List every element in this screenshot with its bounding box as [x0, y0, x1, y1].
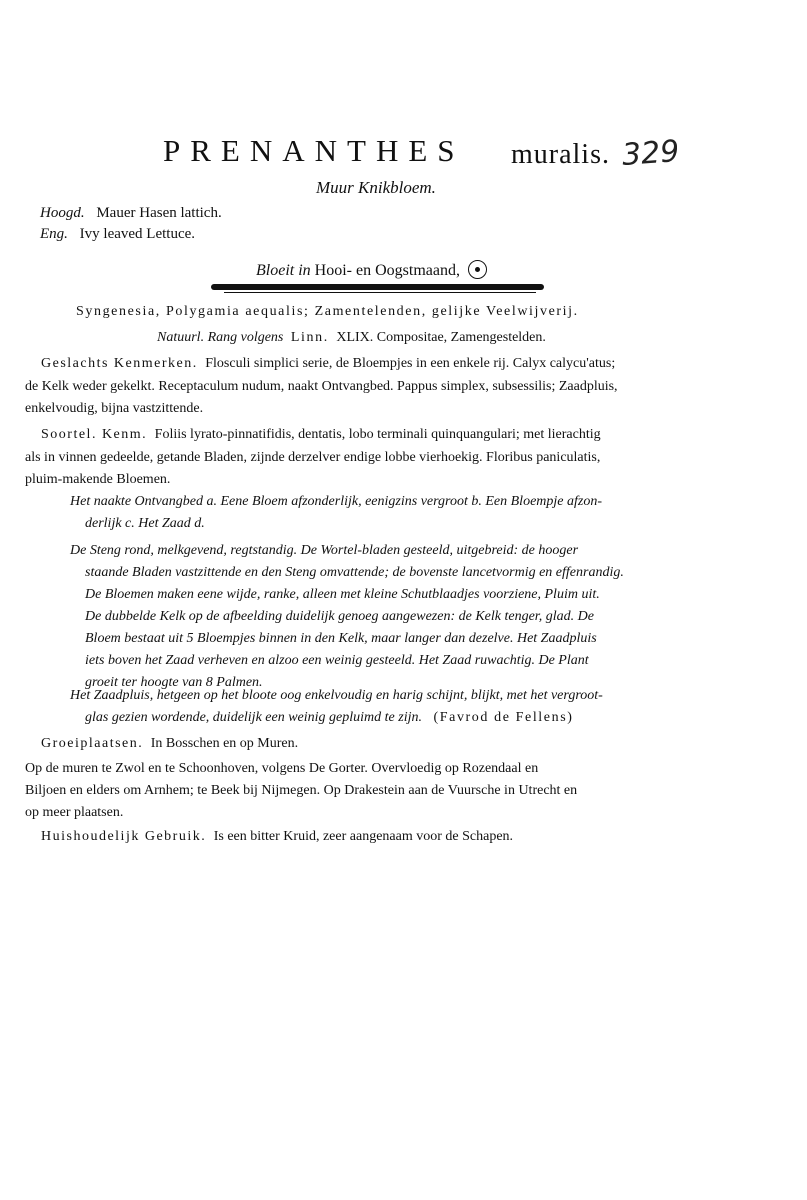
natural-rank-author: Linn.: [290, 330, 329, 345]
annual-symbol-icon: [468, 260, 487, 279]
vernacular-name: Ivy leaved Lettuce.: [79, 226, 196, 242]
language-label: Eng.: [40, 226, 68, 242]
species-characters-label: Soortel. Kenm.: [41, 427, 148, 442]
description-line: De dubbelde Kelk op de afbeelding duidelijk genoeg aangewezen: de Kelk tenger, glad. De: [85, 609, 594, 624]
localities-line: Op de muren te Zwol en te Schoonhoven, volgens De Gorter. Overvloedig op Rozendaal en: [25, 761, 539, 776]
natural-rank-prefix: Natuurl. Rang volgens: [157, 330, 284, 345]
description-line: De Steng rond, melkgevend, regtstandig. De Wortel-bladen gesteeld, uitgebreid: de hooger: [70, 543, 579, 558]
pappus-note-line: [85, 710, 574, 726]
linnaean-class: Syngenesia, Polygamia aequalis; Zamentelenden, gelijke Veelwijverij.: [76, 304, 579, 319]
vernacular-english: [40, 226, 195, 243]
title-rule-thick: [211, 284, 544, 290]
localities-line: Biljoen en elders om Arnhem; te Beek bij Nijmegen. Op Drakestein aan de Vuursche in Utrecht en: [25, 783, 578, 798]
flowering-period: [256, 256, 487, 280]
description-line: staande Bladen vastzittende en den Steng omvattende; de bovenste lancetvormig en effenrandig.: [85, 565, 624, 580]
localities-line: op meer plaatsen.: [25, 805, 124, 820]
uses-text: Is een bitter Kruid, zeer aangenaam voor de Schapen.: [213, 829, 514, 844]
pappus-note-text: glas gezien wordende, duidelijk een weinig gepluimd te zijn.: [85, 710, 422, 725]
flowering-label: Bloeit in: [256, 262, 311, 279]
species-name: muralis.: [511, 139, 610, 170]
language-label: Hoogd.: [40, 205, 85, 221]
dutch-common-name: Muur Knikbloem.: [316, 178, 436, 197]
habitat-line: [41, 736, 298, 752]
natural-rank-value: XLIX. Compositae, Zamengestelden.: [336, 330, 546, 345]
figure-legend-line: Het naakte Ontvangbed a. Eene Bloem afzonderlijk, eenigzins vergroot b. Een Bloempje afzon-: [70, 494, 602, 509]
habitat-text: In Bosschen en op Muren.: [150, 736, 299, 751]
pappus-note-line: Het Zaadpluis, hetgeen op het bloote oog enkelvoudig en harig schijnt, blijkt, met het vergroot-: [70, 688, 603, 703]
species-characters-line: als in vinnen gedeelde, getande Bladen, zijnde derzelver endige lobbe vierhoekig. Floribus paniculatis,: [25, 450, 601, 465]
flowering-months: Hooi- en Oogstmaand,: [314, 262, 460, 279]
genus-characters-line: enkelvoudig, bijna vastzittende.: [25, 401, 204, 416]
citation: (Favrod de Fellens): [433, 710, 574, 725]
species-characters-text: Foliis lyrato-pinnatifidis, dentatis, lobo terminali quinquangulari; met lierachtig: [154, 427, 601, 442]
description-line: De Bloemen maken eene wijde, ranke, alleen met kleine Schutblaadjes voorziene, Pluim uit.: [85, 587, 600, 602]
title-rule-thin: [224, 292, 536, 293]
genus-characters-line: de Kelk weder gekelkt. Receptaculum nudum, naakt Ontvangbed. Pappus simplex, subsessilis; Zaadpluis,: [25, 379, 618, 394]
genus-title: PRENANTHES: [163, 133, 465, 168]
description-line: iets boven het Zaad verheven en alzoo een weinig gesteeld. Het Zaad ruwachtig. De Plant: [85, 653, 589, 668]
species-characters-line: [41, 427, 601, 443]
vernacular-name: Mauer Hasen lattich.: [96, 205, 222, 221]
figure-legend-line: derlijk c. Het Zaad d.: [85, 516, 205, 531]
species-characters-line: pluim-makende Bloemen.: [25, 472, 171, 487]
genus-characters-label: Geslachts Kenmerken.: [41, 356, 198, 371]
genus-characters-text: Flosculi simplici serie, de Bloempjes in een enkele rij. Calyx calycu'atus;: [205, 356, 616, 371]
natural-rank: [157, 330, 546, 346]
uses-line: [41, 829, 513, 845]
description-line: Bloem bestaat uit 5 Bloempjes binnen in den Kelk, maar langer dan dezelve. Het Zaadpluis: [85, 631, 597, 646]
description-line: groeit ter hoogte van 8 Palmen.: [85, 675, 263, 690]
handwritten-page-number: 329: [620, 134, 681, 173]
uses-label: Huishoudelijk Gebruik.: [41, 829, 207, 844]
genus-characters-line: [41, 356, 615, 372]
habitat-label: Groeiplaatsen.: [41, 736, 144, 751]
vernacular-german: [40, 205, 222, 222]
